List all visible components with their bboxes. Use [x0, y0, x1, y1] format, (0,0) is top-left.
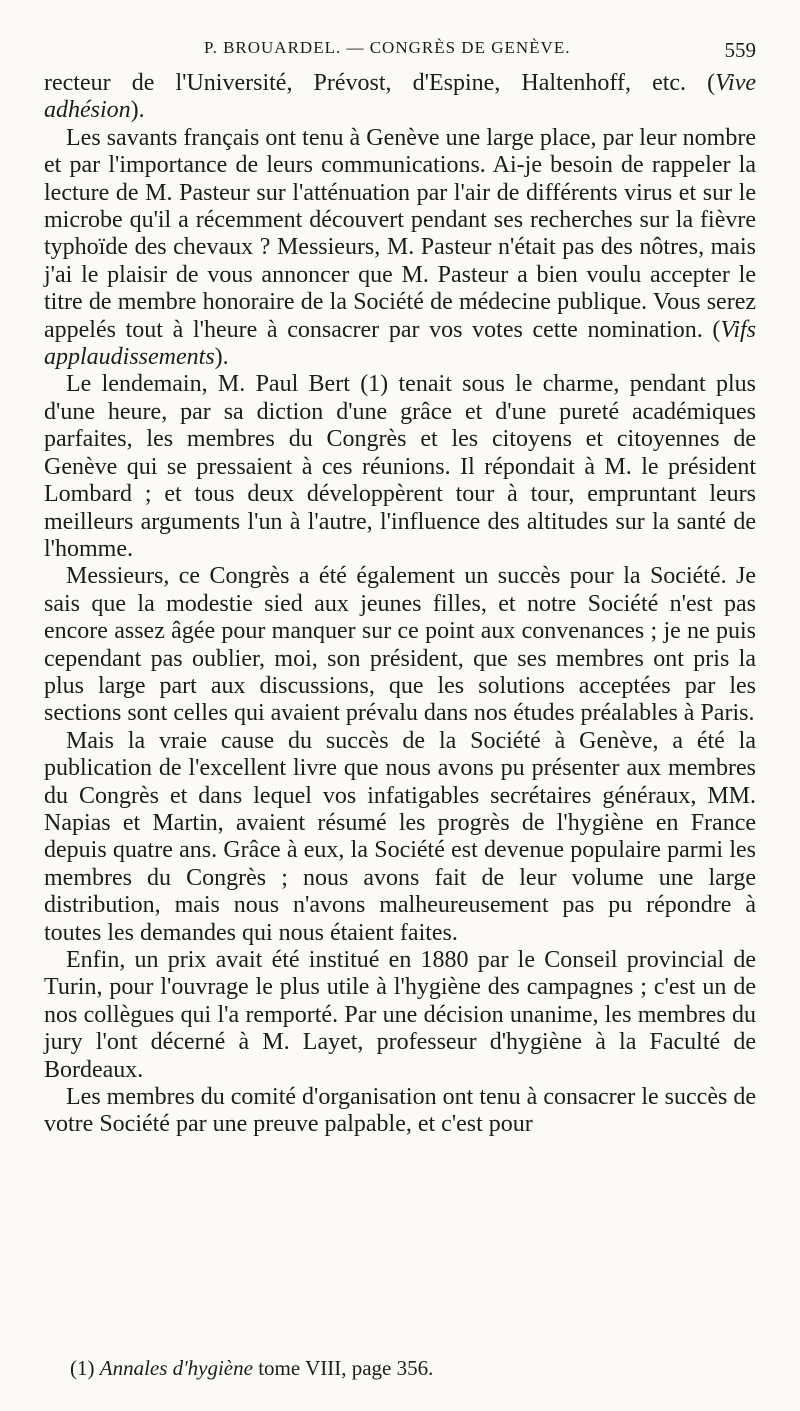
paragraph-text: recteur de l'Université, Prévost, d'Espine, Haltenhoff, etc. (: [44, 70, 716, 96]
paragraph-2: [44, 125, 756, 372]
running-title: P. BROUARDEL. — CONGRÈS DE GENÈVE.: [204, 38, 571, 57]
paragraph-text: Les savants français ont tenu à Genève une large place, par leur nombre et par l'importance de leurs communications. Ai-je besoin de rappeler la lecture de M. Pasteur sur l'atténuation par l'air de différents virus et sur le microbe qu'il a récemment découvert pendant ses recherches sur la fièvre typhoïde des chevaux ? Messieurs, M. Pasteur n'était pas des nôtres, mais j'ai le plaisir de vous annoncer que M. Pasteur a bien voulu accepter le titre de membre honoraire de la Société de médecine publique. Vous serez appelés tout à l'heure à consacrer par vos votes cette nomination. (: [44, 124, 756, 343]
body-text: [44, 70, 756, 1139]
paragraph-6: [44, 947, 756, 1084]
paragraph-text: Les membres du comité d'organisation ont tenu à consacrer le succès de votre Société par une preuve palpable, et c'est pour: [44, 1084, 756, 1138]
paragraph-1: [44, 70, 756, 125]
paragraph-text: Messieurs, ce Congrès a été également un succès pour la Société. Je sais que la modestie sied aux jeunes filles, et notre Société n'est pas encore assez âgée pour manquer sur ce point aux convenances ; je ne puis cependant pas oublier, moi, son président, que ses membres ont pris la plus large part aux discussions, que les solutions acceptées par les sections sont celles qui avaient prévalu dans nos études préalables à Paris.: [44, 563, 756, 727]
paragraph-4: [44, 563, 756, 727]
footnote-journal: Annales d'hygiène: [99, 1356, 253, 1380]
page-number: 559: [724, 38, 756, 62]
paragraph-tail: ).: [130, 97, 145, 124]
paragraph-text: Le lendemain, M. Paul Bert (1) tenait sous le charme, pendant plus d'une heure, par sa diction d'une grâce et d'une pureté académiques parfaites, les membres du Congrès et les citoyens et citoyennes de Genève qui se pressaient à ces réunions. Il répondait à M. le président Lombard ; et tous deux développèrent tour à tour, empruntant leurs meilleurs arguments l'un à l'autre, l'influence des altitudes sur la santé de l'homme.: [44, 371, 756, 562]
footnote: [70, 1356, 433, 1381]
footnote-text: tome VIII, page 356.: [258, 1356, 434, 1380]
paragraph-text: Mais la vraie cause du succès de la Société à Genève, a été la publication de l'excellent livre que nous avons pu présenter aux membres du Congrès et dans lequel vos infatigables secrétaires généraux, MM. Napias et Martin, avaient résumé les progrès de l'hygiène en France depuis quatre ans. Grâce à eux, la Société est devenue populaire parmi les membres du Congrès ; nous avons fait de leur volume une large distribution, mais nous n'avons malheureusement pas pu répondre à toutes les demandes qui nous étaient faites.: [44, 727, 756, 946]
paragraph-7: [44, 1084, 756, 1139]
paragraph-italic: Vifs applaudissements: [44, 316, 756, 371]
paragraph-italic: Vive adhésion: [44, 70, 756, 124]
paragraph-tail: ).: [214, 344, 229, 371]
footnote-marker: (1): [70, 1356, 95, 1380]
paragraph-5: [44, 728, 756, 947]
paragraph-3: [44, 371, 756, 563]
running-header: [44, 30, 756, 70]
paragraph-text: Enfin, un prix avait été institué en 1880 par le Conseil provincial de Turin, pour l'ouvrage le plus utile à l'hygiène des campagnes ; c'est un de nos collègues qui l'a remporté. Par une décision unanime, les membres du jury l'ont décerné à M. Layet, professeur d'hygiène à la Faculté de Bordeaux.: [44, 947, 756, 1083]
